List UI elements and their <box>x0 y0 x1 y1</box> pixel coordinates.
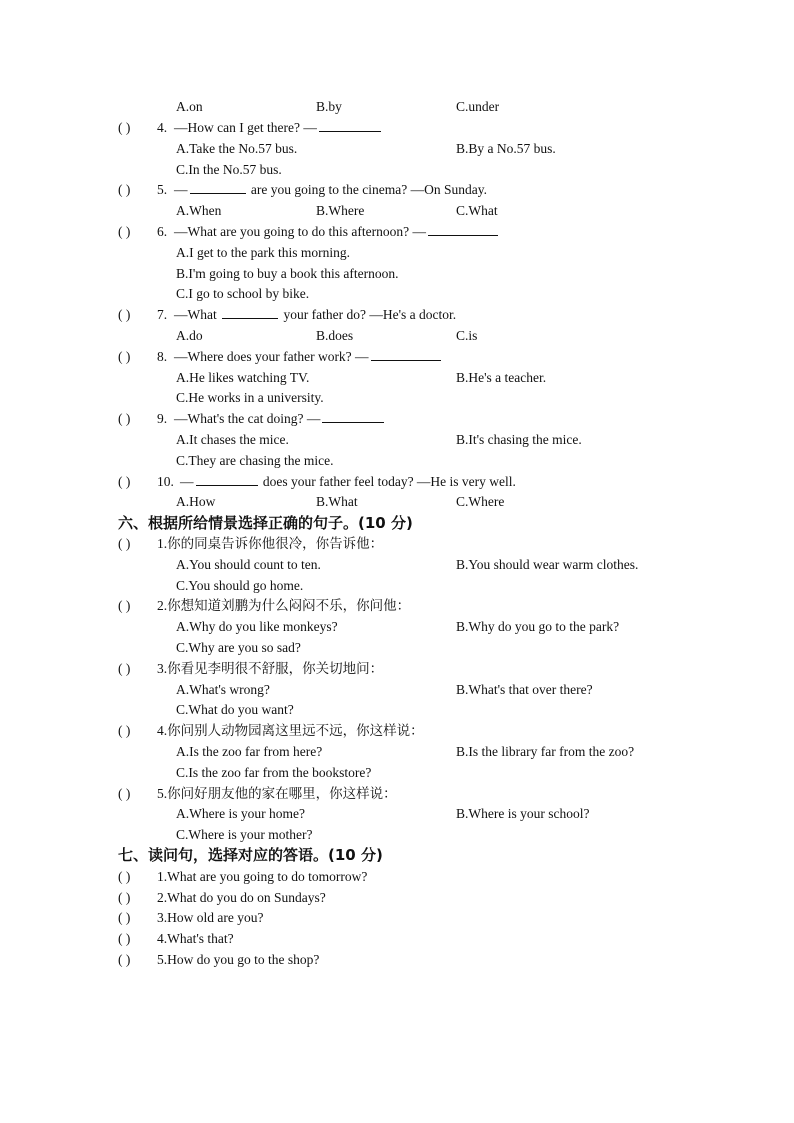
answer-paren[interactable]: ( ) <box>118 723 131 738</box>
answer-blank[interactable] <box>222 305 278 319</box>
q4-option-b: B.By a No.57 bus. <box>456 141 556 156</box>
s7-q5-text: 5.How do you go to the shop? <box>157 952 320 967</box>
q7-stem-post: your father do? —He's a doctor. <box>280 307 457 322</box>
question-number: 10. <box>157 474 174 489</box>
option-a: A.You should count to ten. <box>176 557 321 572</box>
q10-option-a: A.How <box>176 494 216 509</box>
q9-stem: —What's the cat doing? — <box>174 411 321 426</box>
q8-stem: —Where does your father work? — <box>174 349 369 364</box>
question-number: 9. <box>157 411 168 426</box>
option-a: A.Is the zoo far from here? <box>176 744 323 759</box>
q3-option-c: C.under <box>456 99 500 114</box>
option-c: C.Why are you so sad? <box>176 640 301 655</box>
option-c: C.What do you want? <box>176 702 294 717</box>
q5-option-b: B.Where <box>316 203 365 218</box>
q5-option-a: A.When <box>176 203 222 218</box>
q8-option-b: B.He's a teacher. <box>456 370 547 385</box>
q3-option-b: B.by <box>316 99 342 114</box>
q6-stem: —What are you going to do this afternoon? — <box>174 224 426 239</box>
answer-blank[interactable] <box>371 347 441 361</box>
q7-option-a: A.do <box>176 328 203 343</box>
q10-stem-pre: — <box>180 474 194 489</box>
answer-paren[interactable]: ( ) <box>118 661 131 676</box>
option-c: C.Where is your mother? <box>176 827 313 842</box>
q10-stem-post: does your father feel today? —He is very well. <box>259 474 516 489</box>
option-a: A.Why do you like monkeys? <box>176 619 338 634</box>
q3-option-a: A.on <box>176 99 203 114</box>
option-b: B.Is the library far from the zoo? <box>456 744 635 759</box>
answer-paren[interactable]: ( ) <box>118 869 131 884</box>
answer-paren[interactable]: ( ) <box>118 307 131 322</box>
s6-q4-text: 4.你问别人动物园离这里远不远，你这样说： <box>157 723 424 738</box>
question-number: 7. <box>157 307 168 322</box>
s7-q2-text: 2.What do you do on Sundays? <box>157 890 326 905</box>
q10-option-c: C.Where <box>456 494 505 509</box>
section-heading: 六、根据所给情景选择正确的句子。(10 分) <box>118 514 413 532</box>
option-a: A.Where is your home? <box>176 806 305 821</box>
answer-paren[interactable]: ( ) <box>118 786 131 801</box>
answer-paren[interactable]: ( ) <box>118 910 131 925</box>
q6-option-a: A.I get to the park this morning. <box>176 245 350 260</box>
answer-paren[interactable]: ( ) <box>118 890 131 905</box>
q8-option-a: A.He likes watching TV. <box>176 370 310 385</box>
q7-option-c: C.is <box>456 328 478 343</box>
question-number: 8. <box>157 349 168 364</box>
q9-option-a: A.It chases the mice. <box>176 432 289 447</box>
q7-stem-pre: —What <box>174 307 221 322</box>
section-heading: 七、读问句，选择对应的答语。(10 分) <box>118 846 383 864</box>
s6-q1-text: 1.你的同桌告诉你他很冷，你告诉他： <box>157 536 384 551</box>
answer-blank[interactable] <box>322 409 384 423</box>
answer-blank[interactable] <box>190 180 246 194</box>
answer-paren[interactable]: ( ) <box>118 182 131 197</box>
q4-option-a: A.Take the No.57 bus. <box>176 141 298 156</box>
answer-paren[interactable]: ( ) <box>118 120 131 135</box>
q8-option-c: C.He works in a university. <box>176 390 324 405</box>
option-b: B.What's that over there? <box>456 682 593 697</box>
s6-q3-text: 3.你看见李明很不舒服，你关切地问： <box>157 661 384 676</box>
answer-blank[interactable] <box>196 472 258 486</box>
question-number: 5. <box>157 182 168 197</box>
answer-paren[interactable]: ( ) <box>118 536 131 551</box>
option-c: C.You should go home. <box>176 578 304 593</box>
q10-option-b: B.What <box>316 494 358 509</box>
option-b: B.Where is your school? <box>456 806 590 821</box>
answer-paren[interactable]: ( ) <box>118 598 131 613</box>
s7-q3-text: 3.How old are you? <box>157 910 264 925</box>
answer-paren[interactable]: ( ) <box>118 411 131 426</box>
question-number: 4. <box>157 120 168 135</box>
q5-stem-pre: — <box>174 182 188 197</box>
answer-blank[interactable] <box>428 222 498 236</box>
q9-option-b: B.It's chasing the mice. <box>456 432 582 447</box>
q5-option-c: C.What <box>456 203 498 218</box>
q9-option-c: C.They are chasing the mice. <box>176 453 334 468</box>
q4-option-c: C.In the No.57 bus. <box>176 162 282 177</box>
q7-option-b: B.does <box>316 328 354 343</box>
option-b: B.Why do you go to the park? <box>456 619 620 634</box>
answer-paren[interactable]: ( ) <box>118 474 131 489</box>
option-a: A.What's wrong? <box>176 682 270 697</box>
answer-paren[interactable]: ( ) <box>118 224 131 239</box>
question-number: 6. <box>157 224 168 239</box>
s6-q2-text: 2.你想知道刘鹏为什么闷闷不乐，你问他： <box>157 598 411 613</box>
q6-option-c: C.I go to school by bike. <box>176 286 310 301</box>
option-c: C.Is the zoo far from the bookstore? <box>176 765 372 780</box>
option-b: B.You should wear warm clothes. <box>456 557 639 572</box>
s7-q1-text: 1.What are you going to do tomorrow? <box>157 869 368 884</box>
s7-q4-text: 4.What's that? <box>157 931 234 946</box>
q6-option-b: B.I'm going to buy a book this afternoon. <box>176 266 399 281</box>
q4-stem: —How can I get there? — <box>174 120 317 135</box>
answer-paren[interactable]: ( ) <box>118 931 131 946</box>
answer-paren[interactable]: ( ) <box>118 952 131 967</box>
s6-q5-text: 5.你问好朋友他的家在哪里，你这样说： <box>157 786 397 801</box>
answer-paren[interactable]: ( ) <box>118 349 131 364</box>
answer-blank[interactable] <box>319 118 381 132</box>
q5-stem-post: are you going to the cinema? —On Sunday. <box>247 182 487 197</box>
